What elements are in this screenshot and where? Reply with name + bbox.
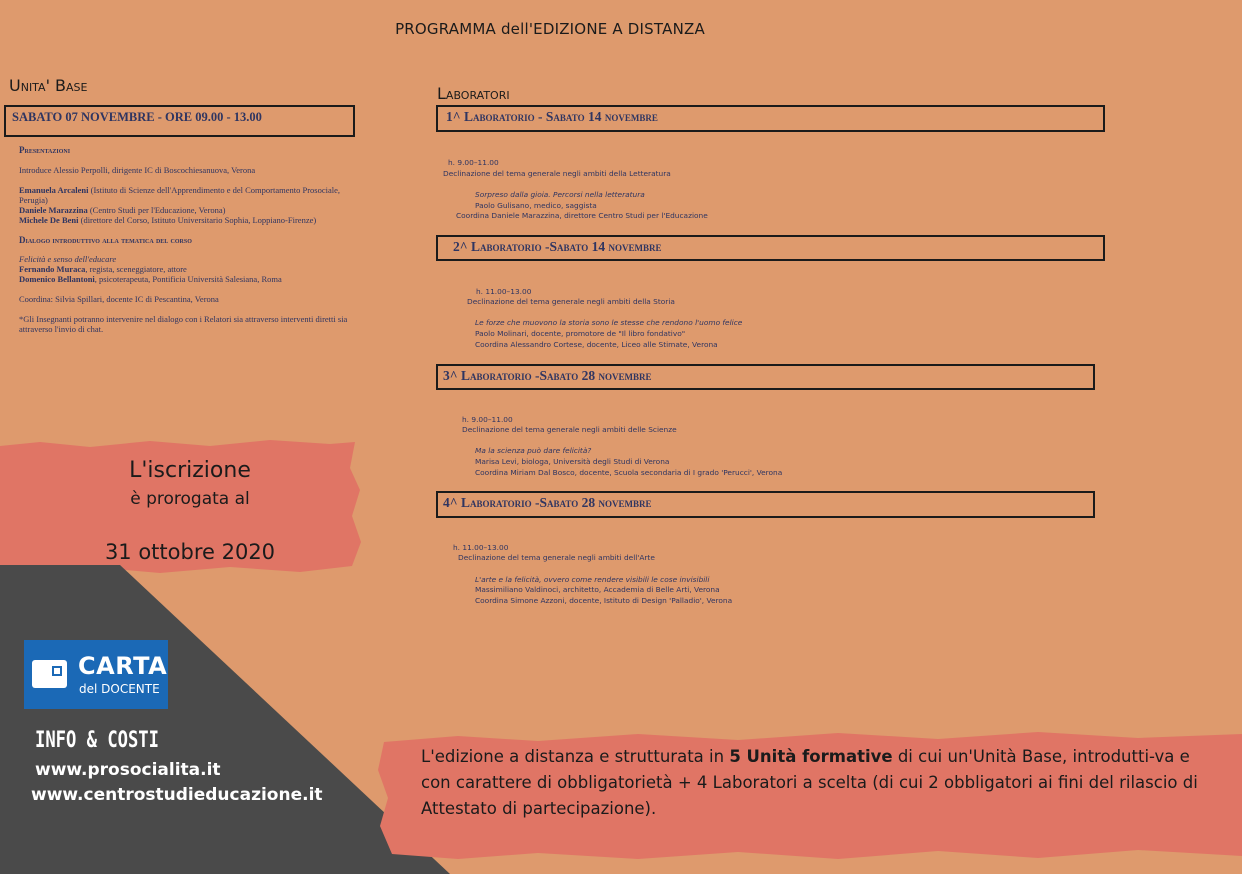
qr-icon [52, 666, 62, 676]
lab-3-title: Laboratorio -Sabato 28 novembre [460, 368, 652, 383]
url-centrostudi[interactable]: www.centrostudieducazione.it [31, 785, 323, 805]
speaker-1-detail: (Istituto di Scienze dell'Apprendimento e del Comportamento Prosociale, Perugia) [19, 185, 341, 205]
lab-1-title-wrap [446, 109, 658, 125]
lab-2-coord: Coordina Alessandro Cortese, docente, Liceo alle Stimate, Verona [475, 340, 718, 349]
lab-2-time: h. 11.00–13.00 [476, 287, 532, 296]
lab-4-speaker: Massimiliano Valdinoci, architetto, Accademia di Belle Arti, Verona [475, 585, 720, 594]
lab-1-topic: Sorpreso dalla gioia. Percorsi nella letteratura [475, 190, 645, 199]
presentazioni-heading: Presentazioni [19, 145, 71, 155]
dialogo-title: Felicità e senso dell'educare [19, 254, 117, 264]
lab-3-box [436, 364, 1095, 390]
lab-2-title: Laboratorio -Sabato 14 novembre [470, 239, 662, 254]
speaker-2-name: Daniele Marazzina [19, 205, 88, 215]
info-title: INFO & COSTI [35, 728, 159, 753]
dialogo-speaker-1 [19, 264, 364, 274]
card-icon [32, 660, 67, 688]
lab-1-theme: Declinazione del tema generale negli ambiti della Letteratura [443, 169, 671, 178]
lab-2-num: 2^ [453, 239, 468, 254]
lab-2-speaker: Paolo Molinari, docente, promotore de "Il libro fondativo" [475, 329, 686, 338]
intro-text: Introduce Alessio Perpolli, dirigente IC di Boscochiesanuova, Verona [19, 165, 256, 175]
dialogo-speaker-1-detail: , regista, sceneggiatore, attore [85, 264, 187, 274]
lab-3-speaker: Marisa Levi, biologa, Università degli Studi di Verona [475, 457, 670, 466]
lab-1-title: Laboratorio - Sabato 14 novembre [463, 109, 658, 124]
iscrizione-line1: L'iscrizione [129, 458, 251, 483]
lab-3-title-wrap [443, 368, 651, 384]
description-part-a: L'edizione a distanza e strutturata in [421, 747, 730, 766]
lab-4-theme: Declinazione del tema generale negli ambiti dell'Arte [458, 553, 655, 562]
laboratori-heading: Laboratori [437, 84, 510, 103]
unita-base-heading: Unita' Base [9, 76, 88, 95]
lab-3-theme: Declinazione del tema generale negli ambiti delle Scienze [462, 425, 677, 434]
lab-3-coord: Coordina Miriam Dal Bosco, docente, Scuola secondaria di I grado 'Perucci', Verona [475, 468, 783, 477]
lab-2-theme: Declinazione del tema generale negli ambiti della Storia [467, 297, 675, 306]
dialogo-speaker-2-name: Domenico Bellantoni [19, 274, 95, 284]
lab-1-time: h. 9.00–11.00 [448, 158, 499, 167]
url-prosocialita[interactable]: www.prosocialita.it [35, 760, 221, 780]
description-part-b: di cui un'Unità Base, introdutti-va e con carattere di obbligatorietà + 4 Laboratori a scelta (di cui 2 obbligatori ai fini del rilascio di Attestato di partecipazione). [421, 747, 1198, 818]
speaker-2-detail: (Centro Studi per l'Educazione, Verona) [87, 205, 226, 215]
lab-4-coord: Coordina Simone Azzoni, docente, Istituto di Design 'Palladio', Verona [475, 596, 733, 605]
speaker-2 [19, 205, 364, 215]
lab-1-coord: Coordina Daniele Marazzina, direttore Centro Studi per l'Educazione [456, 211, 708, 220]
lab-4-title: Laboratorio -Sabato 28 novembre [460, 495, 652, 510]
lab-2-title-wrap [453, 239, 661, 255]
dialogo-heading: Dialogo introduttivo alla tematica del corso [19, 235, 192, 245]
coordina-text: Coordina: Silvia Spillari, docente IC di Pescantina, Verona [19, 294, 219, 304]
lab-4-time: h. 11.00–13.00 [453, 543, 509, 552]
carta-line2: del DOCENTE [79, 682, 160, 696]
lab-2-topic: Le forze che muovono la storia sono le stesse che rendono l'uomo felice [475, 318, 743, 327]
dialogo-speaker-2 [19, 274, 364, 284]
lab-4-num: 4^ [443, 495, 458, 510]
lab-2-box [436, 235, 1105, 261]
lab-3-time: h. 9.00–11.00 [462, 415, 513, 424]
lab-4-topic: L'arte e la felicità, ovvero come rendere visibili le cose invisibili [475, 575, 710, 584]
speaker-1-name: Emanuela Arcaleni [19, 185, 89, 195]
lab-4-title-wrap [443, 495, 651, 511]
unita-base-content [19, 145, 364, 334]
speaker-3-detail: (direttore del Corso, Istituto Universitario Sophia, Loppiano-Firenze) [78, 215, 317, 225]
speaker-1 [19, 185, 364, 205]
dialogo-speaker-2-detail: , psicoterapeuta, Pontificia Università Salesiana, Roma [94, 274, 282, 284]
lab-1-num: 1^ [446, 109, 461, 124]
lab-1-speaker: Paolo Gulisano, medico, saggista [475, 201, 597, 210]
iscrizione-date: 31 ottobre 2020 [104, 540, 276, 564]
speaker-3 [19, 215, 364, 225]
description-bold: 5 Unità formative [729, 747, 893, 766]
carta-docente-logo [24, 640, 168, 709]
note-text: *Gli Insegnanti potranno intervenire nel dialogo con i Relatori sia attraverso interventi diretti sia attraverso l'invio di chat. [19, 314, 348, 334]
lab-1-box [436, 105, 1105, 132]
page-title: PROGRAMMA dell'EDIZIONE A DISTANZA [395, 20, 705, 38]
carta-line1: CARTA [78, 652, 168, 680]
lab-4-box [436, 491, 1095, 518]
lab-3-num: 3^ [443, 368, 458, 383]
session-box [4, 105, 355, 137]
dialogo-speaker-1-name: Fernando Muraca [19, 264, 86, 274]
iscrizione-line2: è prorogata al [130, 489, 250, 509]
description-text [421, 744, 1221, 822]
lab-3-topic: Ma la scienza può dare felicità? [475, 446, 592, 455]
session-label: SABATO 07 NOVEMBRE - ORE 09.00 - 13.00 [12, 110, 262, 124]
speaker-3-name: Michele De Beni [19, 215, 79, 225]
